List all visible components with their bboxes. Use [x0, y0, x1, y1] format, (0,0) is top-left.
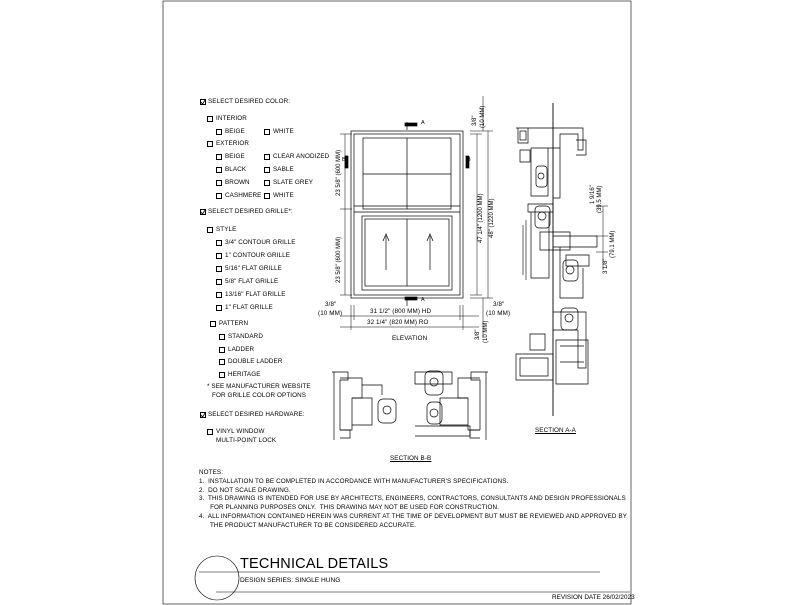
dim-bottom-clearance: 3/8" — [475, 329, 481, 340]
style-option-checkbox[interactable] — [216, 240, 222, 246]
exterior-brown-checkbox[interactable] — [216, 180, 222, 186]
section-marker-a-top: A — [421, 120, 425, 126]
dim-meeting-rail-1: 1 9/16" — [590, 185, 596, 204]
style-option-label: 3/4" CONTOUR GRILLE — [225, 239, 296, 246]
elevation-drawing — [340, 96, 493, 338]
style-option-checkbox[interactable] — [216, 305, 222, 311]
style-option-label: 5/16" FLAT GRILLE — [225, 265, 282, 272]
dim-lower-sash: 23 5/8" (600 MM) — [336, 236, 342, 283]
section-aa-label: SECTION A-A — [535, 427, 576, 434]
grille-checkbox[interactable] — [200, 209, 206, 215]
note-item: FOR PLANNING PURPOSES ONLY. THIS DRAWING MAY NOT BE USED FOR CONSTRUCTION. — [199, 504, 500, 511]
section-aa-drawing — [516, 103, 608, 416]
dim-meeting-rail-2: 3 1/8" — [603, 258, 609, 274]
dim-top-clearance: 3/8" — [472, 115, 478, 126]
exterior-label: EXTERIOR — [216, 140, 249, 147]
notes-heading: NOTES: — [199, 469, 224, 476]
page-title: TECHNICAL DETAILS — [240, 556, 389, 572]
revision-date: REVISION DATE 26/02/2023 — [552, 594, 635, 601]
exterior-beige-checkbox[interactable] — [216, 154, 222, 160]
note-item: 1. INSTALLATION TO BE COMPLETED IN ACCORDANCE WITH MANUFACTURER'S SPECIFICATIONS. — [199, 478, 509, 485]
exterior-cashmere-label: CASHMERE — [225, 192, 262, 199]
interior-beige-label: BEIGE — [225, 128, 245, 135]
exterior-cashmere-checkbox[interactable] — [216, 193, 222, 199]
section-bb-drawing — [332, 371, 488, 440]
dim-bottom-clearance-mm: (10 MM) — [483, 320, 489, 343]
exterior-black-label: BLACK — [225, 166, 247, 173]
note-item: 2. DO NOT SCALE DRAWING. — [199, 487, 291, 494]
hardware-checkbox[interactable] — [200, 412, 206, 418]
section-marker-b-right: B — [467, 157, 471, 163]
interior-checkbox[interactable] — [207, 116, 213, 122]
dim-right-clearance: 3/8" — [493, 301, 505, 308]
color-heading: SELECT DESIRED COLOR: — [208, 98, 291, 105]
color-checkbox[interactable] — [200, 99, 206, 105]
dim-left-clearance: 3/8" — [325, 301, 337, 308]
style-option-label: 1" FLAT GRILLE — [225, 304, 273, 311]
pattern-option-label: STANDARD — [228, 333, 263, 340]
pattern-option-checkbox[interactable] — [219, 334, 225, 340]
interior-white-label: WHITE — [273, 128, 294, 135]
grille-note-line-1: * SEE MANUFACTURER WEBSITE — [207, 383, 311, 390]
hardware-heading: SELECT DESIRED HARDWARE: — [208, 411, 305, 418]
grille-note-line-2: FOR GRILLE COLOR OPTIONS — [212, 392, 307, 399]
note-item: 4. ALL INFORMATION CONTAINED HEREIN WAS CURRENT AT THE TIME OF DEVELOPMENT BUT MUST BE REVIEWED AND APPROVED BY — [199, 513, 628, 520]
exterior-brown-label: BROWN — [225, 179, 250, 186]
exterior-black-checkbox[interactable] — [216, 167, 222, 173]
title-block-circle — [195, 556, 239, 600]
exterior-clear-anodized-checkbox[interactable] — [264, 154, 270, 160]
exterior-slate-grey-checkbox[interactable] — [264, 180, 270, 186]
exterior-white-label: WHITE — [273, 192, 294, 199]
dim-meeting-rail-2-mm: (79.1 MM) — [610, 230, 616, 258]
pattern-option-checkbox[interactable] — [219, 359, 225, 365]
style-option-checkbox[interactable] — [216, 266, 222, 272]
interior-white-checkbox[interactable] — [264, 129, 270, 135]
interior-beige-checkbox[interactable] — [216, 129, 222, 135]
dim-left-clearance-mm: (10 MM) — [318, 310, 343, 317]
pattern-option-label: HERITAGE — [228, 371, 261, 378]
dim-meeting-rail-1-mm: (39.5 MM) — [597, 185, 603, 213]
dim-hd-height: 47 1/4" (1200 MM) — [478, 193, 484, 243]
dim-right-clearance-mm: (10 MM) — [486, 310, 511, 317]
pattern-label: PATTERN — [219, 320, 249, 327]
interior-label: INTERIOR — [216, 115, 247, 122]
dim-upper-sash: 23 5/8" (600 MM) — [336, 149, 342, 196]
style-option-label: 5/8" FLAT GRILLE — [225, 278, 279, 285]
pattern-option-checkbox[interactable] — [219, 347, 225, 353]
style-option-checkbox[interactable] — [216, 279, 222, 285]
style-checkbox[interactable] — [207, 227, 213, 233]
style-option-label: 1" CONTOUR GRILLE — [225, 252, 291, 259]
design-series: DESIGN SERIES: SINGLE HUNG — [240, 577, 341, 584]
elevation-label: ELEVATION — [392, 335, 428, 342]
exterior-checkbox[interactable] — [207, 141, 213, 147]
pattern-checkbox[interactable] — [210, 321, 216, 327]
note-item: THE PRODUCT MANUFACTURER TO BE CONSIDERED ACCURATE. — [199, 522, 417, 529]
style-option-label: 13/16" FLAT GRILLE — [225, 291, 286, 298]
exterior-beige-label: BEIGE — [225, 153, 245, 160]
hardware-option-line-2: MULTI-POINT LOCK — [216, 437, 277, 444]
hardware-option-line-1: VINYL WINDOW — [216, 428, 265, 435]
grille-heading: SELECT DESIRED GRILLE*: — [208, 208, 293, 215]
hardware-option-checkbox[interactable] — [207, 429, 213, 435]
exterior-slate-grey-label: SLATE GREY — [273, 179, 314, 186]
style-option-checkbox[interactable] — [216, 253, 222, 259]
style-option-checkbox[interactable] — [216, 292, 222, 298]
pattern-option-label: LADDER — [228, 346, 255, 353]
dim-hd-width: 31 1/2" (800 MM) HD — [370, 308, 432, 315]
section-marker-a-bottom: A — [421, 297, 425, 303]
pattern-option-label: DOUBLE LADDER — [228, 358, 283, 365]
pattern-option-checkbox[interactable] — [219, 372, 225, 378]
section-marker-b-left: B — [342, 157, 346, 163]
exterior-sable-checkbox[interactable] — [264, 167, 270, 173]
exterior-clear-anodized-label: CLEAR ANODIZED — [273, 153, 330, 160]
exterior-sable-label: SABLE — [273, 166, 294, 173]
section-bb-label: SECTION B-B — [390, 455, 432, 462]
exterior-white-checkbox[interactable] — [264, 193, 270, 199]
dim-top-clearance-mm: (10 MM) — [480, 105, 486, 128]
dim-ro-height: 48" (1220 MM) — [489, 198, 495, 238]
style-label: STYLE — [216, 226, 237, 233]
dim-ro-width: 32 1/4" (820 MM) RO — [367, 319, 429, 326]
note-item: 3. THIS DRAWING IS INTENDED FOR USE BY ARCHITECTS, ENGINEERS, CONTRACTORS, CONSULTANTS AND DESIGN PROFESSIONALS — [199, 495, 626, 502]
